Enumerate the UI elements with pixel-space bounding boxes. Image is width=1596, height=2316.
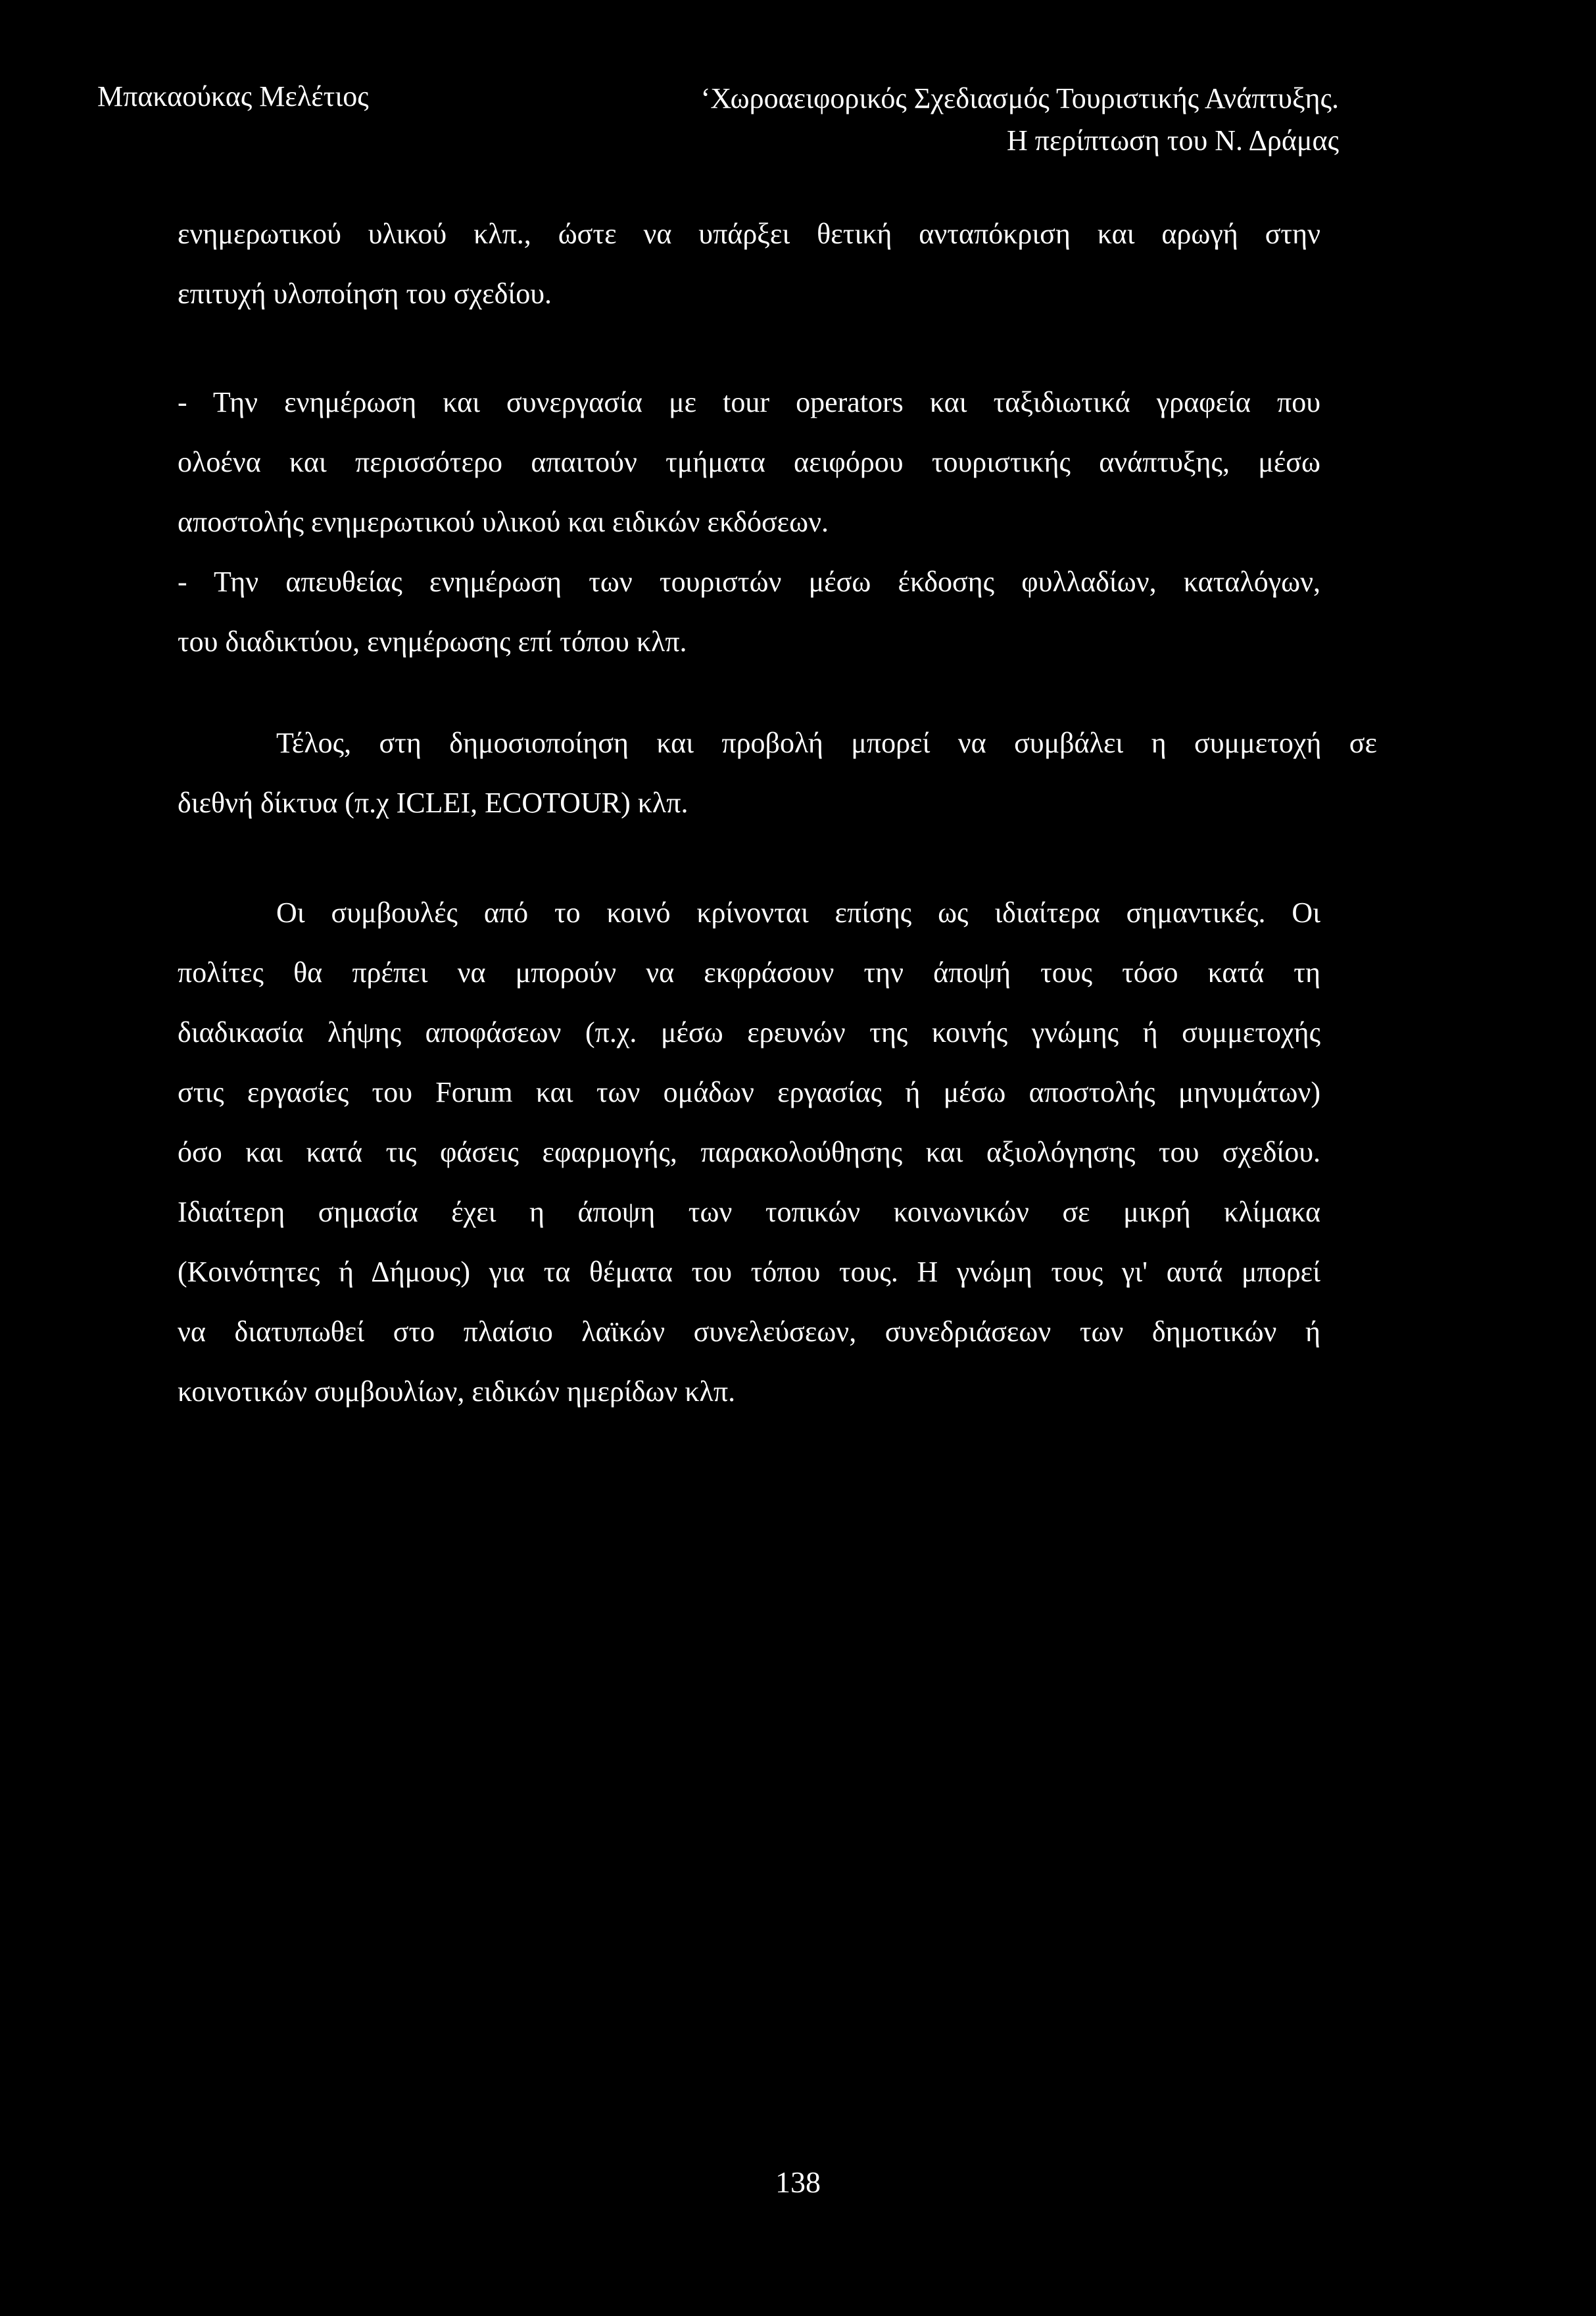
text-line: του διαδικτύου, ενημέρωσης επί τόπου κλπ. (178, 626, 687, 658)
text-line: (Κοινότητες ή Δήμους) για τα θέματα του τόπου τους. Η γνώμη τους γι' αυτά μπορεί (178, 1256, 1320, 1288)
text-line: - Την ενημέρωση και συνεργασία με tour operators και ταξιδιωτικά γραφεία που (178, 386, 1320, 418)
bullet-list (178, 372, 1320, 672)
header-title-line-1: ‘Χωροαειφορικός Σχεδιασμός Τουριστικής Ανάπτυξης. (700, 82, 1339, 114)
header-title (604, 78, 1339, 162)
text-line: στις εργασίες του Forum και των ομάδων εργασίας ή μέσω αποστολής μηνυμάτων) (178, 1076, 1320, 1108)
text-line: ενημερωτικού υλικού κλπ., ώστε να υπάρξει θετική ανταπόκριση και αρωγή στην (178, 218, 1320, 250)
text-line: Οι συμβουλές από το κοινό κρίνονται επίσης ως ιδιαίτερα σημαντικές. Οι (276, 897, 1320, 929)
header-title-line-2: Η περίπτωση του Ν. Δράμας (1006, 124, 1339, 157)
text-line: διεθνή δίκτυα (π.χ ICLEI, ECOTOUR) κλπ. (178, 787, 689, 819)
paragraph-public-consultation (178, 883, 1320, 1421)
text-line: αποστολής ενημερωτικού υλικού και ειδικών εκδόσεων. (178, 506, 829, 538)
header-author: Μπακαούκας Μελέτιος (97, 80, 369, 112)
text-line: διαδικασία λήψης αποφάσεων (π.χ. μέσω ερευνών της κοινής γνώμης ή συμμετοχής (178, 1016, 1320, 1048)
text-line: επιτυχή υλοποίηση του σχεδίου. (178, 278, 552, 310)
text-line: - Την απευθείας ενημέρωση των τουριστών μέσω έκδοσης φυλλαδίων, καταλόγων, (178, 566, 1320, 598)
text-line: ολοένα και περισσότερο απαιτούν τμήματα αειφόρου τουριστικής ανάπτυξης, μέσω (178, 446, 1320, 478)
text-line: Ιδιαίτερη σημασία έχει η άποψη των τοπικών κοινωνικών σε μικρή κλίμακα (178, 1196, 1320, 1228)
text-line: Τέλος, στη δημοσιοποίηση και προβολή μπορεί να συμβάλει η συμμετοχή σε (276, 727, 1377, 759)
text-line: να διατυπωθεί στο πλαίσιο λαϊκών συνελεύσεων, συνεδριάσεων των δημοτικών ή (178, 1316, 1320, 1348)
paragraph-dissemination (178, 713, 1377, 833)
paragraph-continuation (178, 204, 1320, 324)
text-line: κοινοτικών συμβουλίων, ειδικών ημερίδων κλπ. (178, 1375, 736, 1408)
text-line: πολίτες θα πρέπει να μπορούν να εκφράσουν την άποψή τους τόσο κατά τη (178, 956, 1320, 989)
text-line: όσο και κατά τις φάσεις εφαρμογής, παρακολούθησης και αξιολόγησης του σχεδίου. (178, 1136, 1320, 1168)
page-number: 138 (775, 2165, 821, 2199)
